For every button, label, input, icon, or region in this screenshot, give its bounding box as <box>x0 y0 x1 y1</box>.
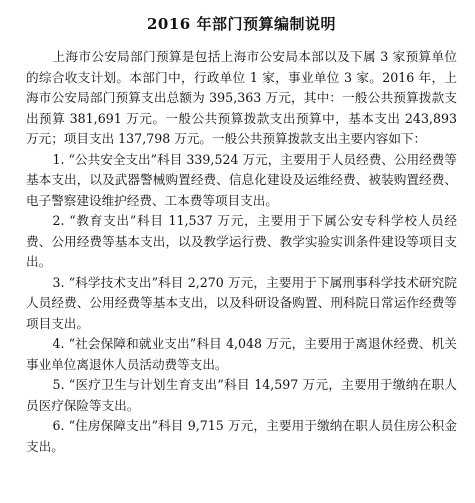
list-item-public-security: 1. “公共安全支出”科目 339,524 万元，主要用于人员经费、公用经费等基本支出，以及武器警械购置经费、信息化建设及运维经费、被装购置经费、电子警察建设维护经费、工本费等项目支出。 <box>26 151 457 208</box>
document-title: 2016 年部门预算编制说明 <box>147 15 336 33</box>
list-item-education: 2. “教育支出”科目 11,537 万元，主要用于下属公安专科学校人员经费、公用经费等基本支出，以及教学运行费、教学实验实训条件建设等项目支出。 <box>26 213 457 269</box>
document-body <box>26 47 457 457</box>
list-item-housing: 6. “住房保障支出”科目 9,715 万元，主要用于缴纳在职人员住房公积金支出。 <box>26 418 457 454</box>
list-item-social-security: 4. “社会保障和就业支出”科目 4,048 万元，主要用于离退休经费、机关事业单位离退休人员活动费等支出。 <box>26 336 457 372</box>
list-item-science-technology: 3. “科学技术支出”科目 2,270 万元，主要用于下属刑事科学技术研究院人员经费、公用经费等基本支出，以及科研设备购置、刑科院日常运作经费等项目支出。 <box>26 274 457 331</box>
intro-paragraph: 上海市公安局部门预算是包括上海市公安局本部以及下属 3 家预算单位的综合收支计划。本部门中，行政单位 1 家，事业单位 3 家。2016 年，上海市公安局部门预算支出总额为 395,363 万元，其中：一般公共预算拨款支出预算 381,691 万元。一般公共预算拨款支出预算中，基本支出 243,893 万元；项目支出 137,798 万元。一般公共预算拨款支出主要内容如下： <box>26 49 457 146</box>
list-item-health: 5. “医疗卫生与计划生育支出”科目 14,597 万元，主要用于缴纳在职人员医疗保险等支出。 <box>26 377 457 413</box>
